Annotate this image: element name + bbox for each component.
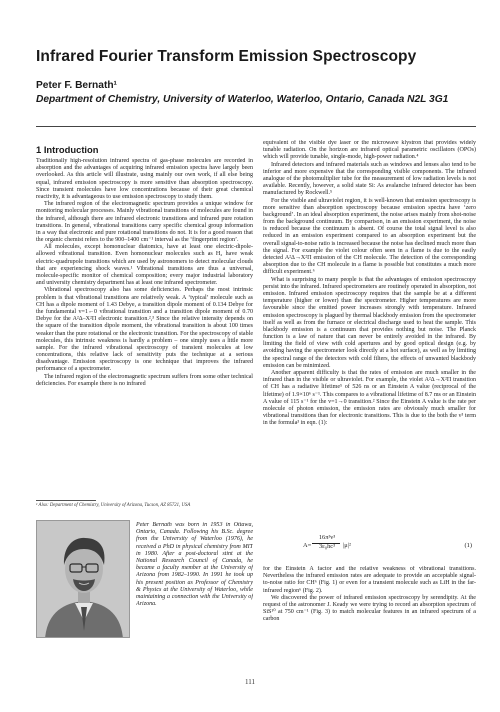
header-divider (36, 126, 476, 127)
left-column (36, 140, 253, 512)
equation-lhs: A= (303, 542, 312, 549)
paragraph: Vibrational spectroscopy also has some deficiencies. Perhaps the most intrinsic problem is that vibrational transitions are relatively weak. A ‘typical’ molecule such as CH has a dipole moment of 1.43 Debye, a transition dipole moment of 0.134 Debye for the fundamental v=1←0 vibrational transition and a transition dipole moment of 0.70 Debye for the A²Δ–X²Π electronic transition.²,³ Since the relative intensity depends on the square of the transition dipole moment, the vibrational transition is about 100 times weaker than the pure rotational or the electronic transition. For the spectroscopy of stable molecules, this intrinsic weakness is hardly a problem – one simply uses a little more sample. For the infrared vibrational spectroscopy of transient molecules at low concentrations, this relative lack of sensitivity puts the technique at a serious disadvantage. Emission spectroscopy is one technique that improves the infrared performance of a spectrometer. (36, 287, 253, 373)
equation-tail: |μ|² (343, 542, 351, 549)
footnote-divider (36, 500, 96, 501)
paragraph: We discovered the power of infrared emission spectroscopy by serendipity. At the request of the astronomer J. Keady we were trying to record an absorption spectrum of SiS¹⁰ at 750 cm⁻¹ (Fig. 3) to match molecular features in an infrared spectrum of a carbon (263, 594, 476, 623)
fraction-bar (312, 543, 340, 544)
paragraph: for the Einstein A factor and the relative weakness of vibrational transitions. Nevertheless the infrared emission rates are adequate to provide an acceptable signal-to-noise ratio for CH⁶ (Fig. 1) or even for a transient molecule such as LiH in the far-infrared region⁶ (Fig. 2). (263, 566, 476, 594)
paragraph: Another apparent difficulty is that the rates of emission are much smaller in the infrared than in the visible or ultraviolet. For example, the violet A²Δ→X²Π transition of CH has a radiative lifetime⁵ of 526 ns or an Einstein A value (reciprocal of the lifetime) of 1.9×10⁶ s⁻¹. This compares to a vibrational lifetime of 8.7 ms or an Einstein A value of 115 s⁻¹ for the v=1→0 transition.² Since the Einstein A value is the rate per molecule of photon emission, the emission rates are obviously much smaller for vibrational transitions than for electronic transitions. This is due to the both the ν³ term in the formula³ in eqn. (1): (263, 370, 476, 427)
section-heading: 1 Introduction (36, 144, 99, 155)
paragraph: Infrared detectors and infrared materials such as windows and lenses also tend to be inferior and more expensive that the corresponding visible components. The infrared analogue of the photomultiplier tube for the measurement of low radiation levels is not available. Recently, however, a solid state Si: As avalanche infrared detector has been manufactured by Rockwell.⁵ (263, 161, 476, 197)
author-affiliation: Department of Chemistry, University of Waterloo, Waterloo, Ontario, Canada N2L 3G1 (36, 94, 449, 105)
author-name: Peter F. Bernath¹ (36, 80, 117, 91)
author-biography: Peter Bernath was born in 1953 in Ottawa, Ontario, Canada. Following his B.Sc. degree from the University of Waterloo (1976), he received a PhD in physical chemistry from MIT in 1980. After a post-doctoral stint at the National Research Council of Canada, he became a faculty member at the University of Arizona from 1982–1990. In 1991 he took up his present position as Professor of Chemistry & Physics at the University of Waterloo, while maintaining a connection with the University of Arizona. (136, 522, 253, 608)
left-column-text (36, 158, 253, 512)
equation-1 (263, 530, 476, 562)
paragraph: equivalent of the visible dye laser or the microwave klystron that provides widely tunable radiation. On the horizon are infrared optical parametric oscillators (OPOs) which will provide tunable, single-mode, high-power radiation.⁴ (263, 140, 476, 161)
paragraph: All molecules, except homonuclear diatomics, have at least one electric-dipole-allowed vibrational transition. Even homonuclear molecules such as H₂ have weak electric-quadrupole transitions which are used by astronomers to detect molecular clouds that are experiencing shock waves.¹ Vibrational transitions are thus a universal, molecule-specific monitor of chemical composition; every major industrial laboratory and university chemistry department has at least one infrared spectrometer. (36, 244, 253, 287)
paragraph: Traditionally high-resolution infrared spectra of gas-phase molecules are recorded in absorption and the advantages of acquiring infrared emission spectra have largely been overlooked. As this article will illustrate, using mainly our own work, if all else being equal, infrared emission spectroscopy is more sensitive than absorption spectroscopy. Since transient molecules have low concentrations because of their great chemical reactivity, it is advantageous to use emission spectroscopy to study them. (36, 158, 253, 200)
paragraph: The infrared region of the electromagnetic spectrum provides a unique window for monitoring molecular processes. Mainly vibrational transitions of molecules are found in the infrared, although there are infrared electronic transitions and infrared pure rotation transitions. In general, vibrational transitions carry specific chemical group information in a way that electronic and pure rotational transitions do not. It is for a good reason that the organic chemist refers to the 900–1400 cm⁻¹ interval as the ‘fingerprint region’. (36, 201, 253, 244)
right-column-continued (263, 566, 476, 664)
equation-numerator: 16π³ν³ (318, 534, 336, 541)
equation-denominator: 3ε₀hc³ (318, 543, 336, 550)
paragraph: For the visible and ultraviolet region, it is well-known that emission spectroscopy is more sensitive than absorption spectroscopy because emission spectra have ‘zero background’. In an ideal absorption experiment, the noise arises mainly from shot-noise from the background continuum. By comparison, in an emission experiment, the noise is reduced because the continuum is absent. Of course the total signal level is also reduced in an emission experiment compared to an absorption experiment but the overall signal-to-noise ratio is increased because the noise has declined much more than the signal. For example the violet colour often seen in a flame is due to the easily detected A²Δ→X²Π emission of the CH molecule. The detection of the corresponding absorption due to the CH molecule in a flame is possible but constitutes a much more difficult experiment.⁶ (263, 197, 476, 276)
paragraph: The infrared region of the electromagnetic spectrum suffers from some other technical deficiencies. For example there is no infrared (36, 373, 253, 387)
paragraph: What is surprising to many people is that the advantages of emission spectroscopy persist into the infrared. Infrared spectrometers are routinely operated in absorption, not emission. Infrared emission spectroscopy requires that the sample be at a different temperature (higher or lower) than the spectrometer. Higher temperatures are more favourable since the emitted power increases strongly with temperature. Infrared emission spectroscopy is plagued by thermal blackbody emission from the spectrometer itself as well as from the furnace or electrical discharge used to heat the sample. This blackbody emission is a continuum that provides nothing but noise. The Planck function is a law of nature that can never be entirely avoided in the infrared. By limiting the field of view with cold apertures and by good optical design (e.g. by avoiding having the spectrometer look directly at a hot surface), as well as by limiting the spectral range of the detectors with cold filters, the effects of unwanted blackbody emission can be minimized. (263, 276, 476, 369)
article-title: Infrared Fourier Transform Emission Spectroscopy (36, 48, 417, 65)
author-photo (36, 520, 130, 638)
footnote: ¹ Also: Department of Chemistry, University of Arizona, Tucson, AZ 85721, USA (36, 503, 191, 508)
page-number: 111 (245, 678, 255, 686)
author-portrait-image (37, 521, 130, 638)
equation-number: (1) (464, 542, 472, 549)
